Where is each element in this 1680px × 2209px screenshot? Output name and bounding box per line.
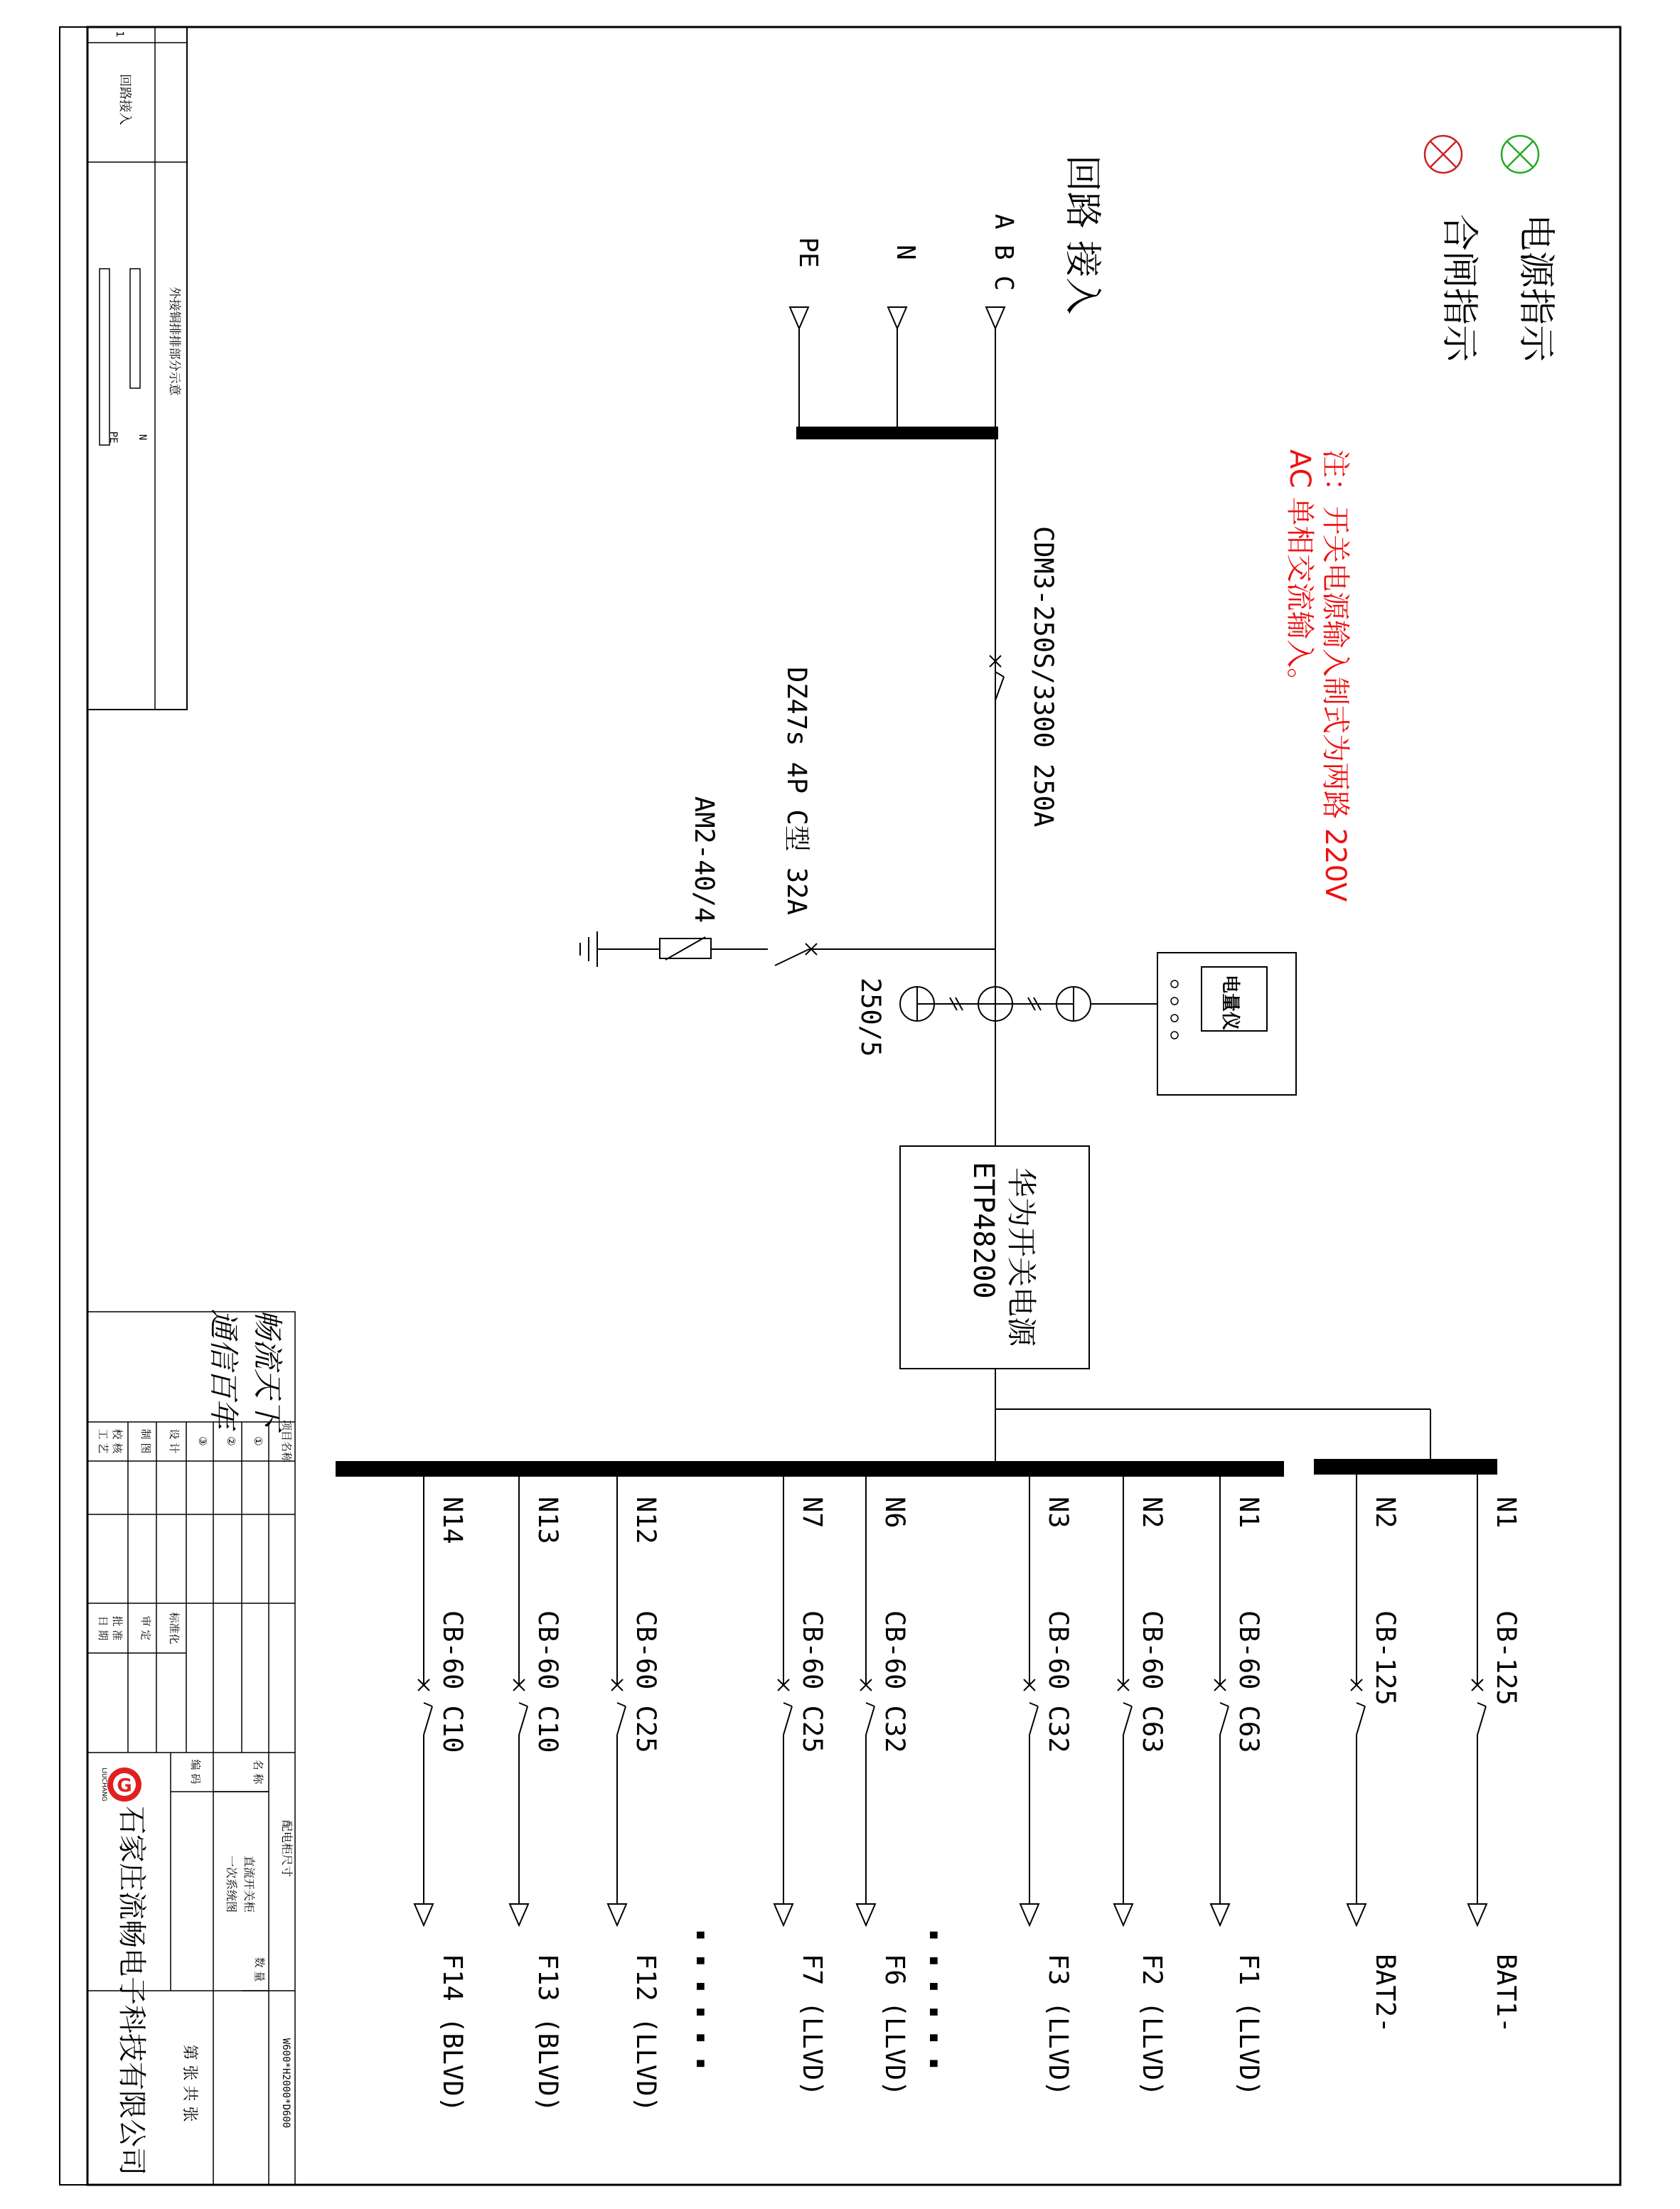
busbar-pe-label: PE — [107, 431, 119, 444]
busbar-n-label: N — [137, 434, 148, 441]
battery-busbar — [1314, 1459, 1497, 1475]
battery-branch-out-2: BAT2- — [1370, 1954, 1401, 2033]
side-panel-label: 回路接入 — [117, 74, 132, 125]
load-branch-circuit-5 — [774, 1477, 793, 1925]
side-panel-num: 1 — [114, 31, 125, 38]
incoming-abc: A B C — [989, 213, 1018, 291]
load-branch-out-4: F6 (LLVD) — [879, 1954, 910, 2097]
battery-branch-breaker-1: CB-125 — [1491, 1610, 1521, 1706]
motto-line-2: 通信百年 — [206, 1308, 241, 1429]
load-branch-out-7: F13 (BLVD) — [533, 1954, 563, 2112]
load-branch-circuit-3 — [1020, 1477, 1039, 1925]
load-branch-out-1: F1 (LLVD) — [1234, 1954, 1264, 2097]
load-branch-circuit-2 — [1114, 1477, 1133, 1925]
load-busbar — [336, 1461, 1284, 1477]
tb-sheet-label: 第 张 共 张 — [181, 2044, 198, 2122]
incoming-title: 回路 接入 — [1061, 154, 1103, 315]
tb-c3: ③ — [196, 1436, 209, 1446]
load-branch-out-6: F12 (LLVD) — [631, 1954, 661, 2112]
load-branch-breaker-1: CB-60 C63 — [1234, 1610, 1264, 1753]
tb-name-value-1: 直流开关柜 — [242, 1855, 256, 1913]
spd-breaker-symbol — [711, 943, 817, 966]
power-indicator-label: 电源指示 — [1514, 213, 1557, 363]
tb-qty-label: 数 量 — [253, 1957, 266, 1982]
tb-standard: 标准化 — [168, 1612, 181, 1644]
incoming-pe: PE — [793, 237, 823, 268]
tb-name-value-2: 一次系统图 — [225, 1855, 238, 1913]
load-branch-id-6: N12 — [631, 1497, 661, 1544]
ground-icon — [580, 931, 660, 967]
load-branch-circuit-7 — [510, 1477, 528, 1925]
rectifier-name: 华为开关电源 — [1004, 1167, 1039, 1347]
battery-branch-circuit-2 — [1347, 1475, 1366, 1925]
legend — [1425, 136, 1557, 363]
incoming-n: N — [891, 245, 920, 260]
load-branch-breaker-2: CB-60 C63 — [1137, 1610, 1167, 1753]
battery-branch-id-2: N2 — [1370, 1497, 1401, 1529]
tb-size-label: 配电柜尺寸 — [280, 1819, 294, 1878]
company-name: 石家庄流畅电子科技有限公司 — [115, 1806, 148, 2176]
load-branch-circuit-1 — [1211, 1477, 1229, 1925]
tb-draw: 制 图 — [139, 1428, 152, 1454]
battery-branch-id-1: N1 — [1491, 1497, 1521, 1529]
tb-craft: 工 艺 — [97, 1428, 109, 1454]
meter-label: 电量仪 — [1219, 974, 1241, 1031]
incoming-terminals — [790, 307, 1005, 432]
spd-breaker-label: DZ47s 4P C型 32A — [781, 667, 812, 915]
busbar-pe — [100, 269, 109, 445]
side-panel — [87, 27, 187, 710]
meter-indicator-dots — [1171, 980, 1178, 1039]
tb-check: 校 核 — [111, 1428, 124, 1454]
load-branch-breaker-3: CB-60 C32 — [1043, 1610, 1074, 1753]
load-branch-id-1: N1 — [1234, 1497, 1264, 1529]
load-branch-id-8: N14 — [437, 1497, 468, 1544]
tb-code-label: 编 码 — [189, 1759, 202, 1785]
load-branch-id-5: N7 — [797, 1497, 828, 1529]
load-branch-circuit-8 — [414, 1477, 433, 1925]
company-logo-letter: G — [117, 1775, 132, 1797]
load-branch-id-7: N13 — [533, 1497, 563, 1544]
load-branch-id-2: N2 — [1137, 1497, 1167, 1529]
load-branch-circuit-4 — [857, 1477, 875, 1925]
main-breaker-label: CDM3-250S/3300 250A — [1028, 526, 1059, 828]
tb-c1: ① — [252, 1436, 264, 1446]
ellipsis-upper: ...... — [919, 1922, 969, 2077]
tb-date: 日 期 — [97, 1615, 109, 1641]
load-branch-breaker-7: CB-60 C10 — [533, 1610, 563, 1753]
tb-project-name: 项目名称 — [280, 1419, 293, 1463]
main-breaker-symbol — [990, 656, 1004, 700]
load-branch-out-8: F14 (BLVD) — [437, 1954, 468, 2112]
motto-line-1: 畅流天下 — [250, 1308, 285, 1429]
load-branch-circuit-6 — [608, 1477, 626, 1925]
battery-branch-circuit-1 — [1468, 1475, 1487, 1925]
load-branch-out-5: F7 (LLVD) — [797, 1954, 828, 2097]
load-branch-breaker-5: CB-60 C25 — [797, 1610, 828, 1753]
tb-design: 设 计 — [168, 1428, 181, 1454]
closing-indicator-label: 合闸指示 — [1438, 213, 1480, 363]
tb-size-value: W600*H2000*D600 — [280, 2038, 291, 2129]
load-branch-out-2: F2 (LLVD) — [1137, 1954, 1167, 2097]
incoming-busbar — [796, 427, 998, 439]
load-branch-id-3: N3 — [1043, 1497, 1074, 1529]
load-branch-breaker-8: CB-60 C10 — [437, 1610, 468, 1753]
load-branch-out-3: F3 (LLVD) — [1043, 1954, 1074, 2097]
load-branch-breaker-6: CB-60 C25 — [631, 1610, 661, 1753]
note-line-2: AC 单相交流输入。 — [1283, 449, 1316, 697]
rectifier-model: ETP48200 — [967, 1162, 1000, 1299]
company-logo-caption: LIUCHANG — [100, 1767, 107, 1802]
note-line-1: 注：开关电源输入制式为两路 220V — [1319, 449, 1352, 902]
busbar-sketch-title: 外接铜排排部分示意 — [167, 287, 181, 396]
ellipsis-lower: ...... — [686, 1922, 736, 2077]
battery-branch-breaker-2: CB-125 — [1370, 1610, 1401, 1706]
tb-name-label: 名 称 — [252, 1759, 264, 1785]
ct-ratio-label: 250/5 — [855, 978, 886, 1057]
busbar-n — [130, 269, 140, 388]
inner-border — [87, 27, 1620, 2185]
load-branch-id-4: N6 — [879, 1497, 910, 1529]
dc-output-wiring — [995, 1369, 1430, 1466]
battery-branch-out-1: BAT1- — [1491, 1954, 1521, 2033]
load-branch-breaker-4: CB-60 C32 — [879, 1610, 910, 1753]
tb-c2: ② — [225, 1436, 237, 1446]
tb-review: 审 定 — [139, 1615, 152, 1641]
spd-label: AM2-40/4 — [689, 796, 719, 924]
tb-approve: 批 准 — [111, 1615, 124, 1641]
